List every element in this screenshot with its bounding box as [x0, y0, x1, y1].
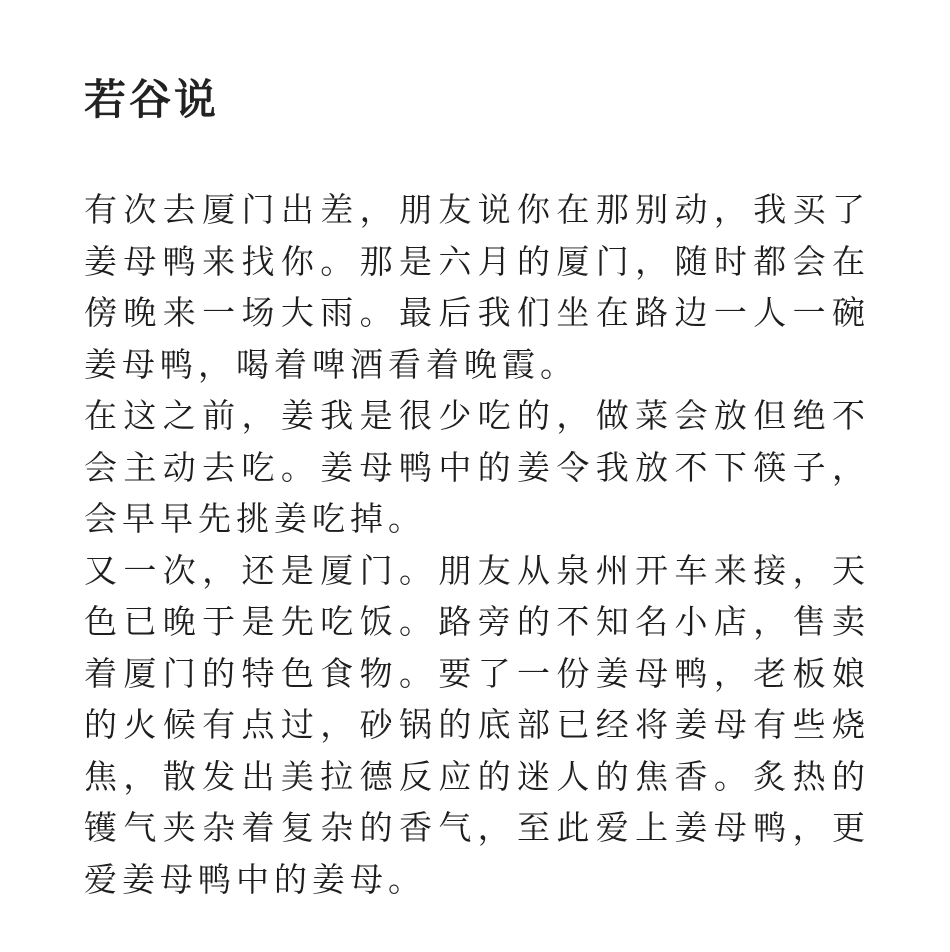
paragraph-3: 又一次，还是厦门。朋友从泉州开车来接，天色已晚于是先吃饭。路旁的不知名小店，售卖着厦门的特色食物。要了一份姜母鸭，老板娘的火候有点过，砂锅的底部已经将姜母有些烧焦，散发出美拉德反应的迷人的焦香。炙热的镬气夹杂着复杂的香气，至此爱上姜母鸭，更爱姜母鸭中的姜母。: [84, 550, 870, 899]
paragraph-1: 有次去厦门出差，朋友说你在那别动，我买了姜母鸭来找你。那是六月的厦门，随时都会在傍晚来一场大雨。最后我们坐在路边一人一碗姜母鸭，喝着啤酒看着晚霞。: [84, 190, 870, 384]
article-body: [84, 184, 870, 905]
article: [84, 70, 870, 905]
article-title: 若谷说: [84, 75, 220, 124]
paragraph-2: 在这之前，姜我是很少吃的，做菜会放但绝不会主动去吃。姜母鸭中的姜令我放不下筷子，会早早先挑姜吃掉。: [84, 396, 870, 538]
